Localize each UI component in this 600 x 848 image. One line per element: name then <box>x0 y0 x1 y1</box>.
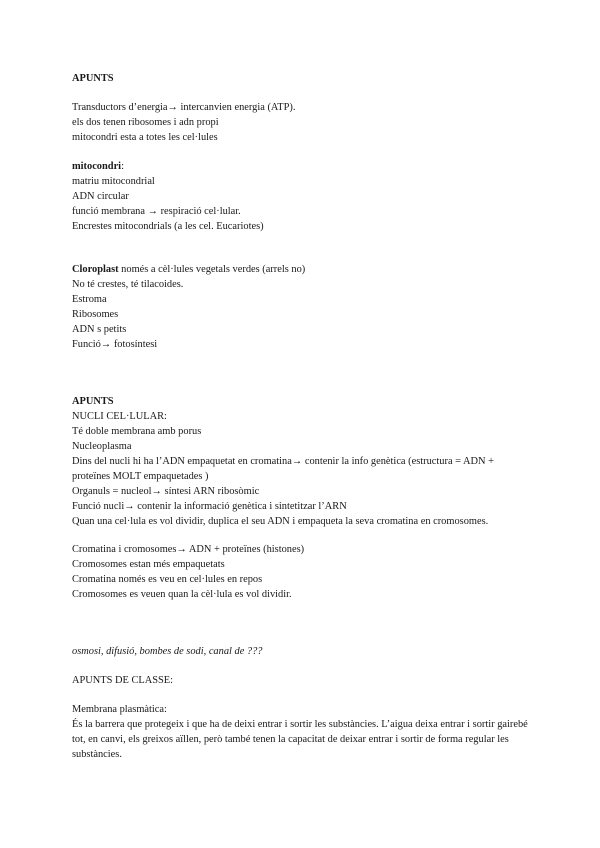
text-line: Ribosomes <box>72 309 119 320</box>
text-line: Encrestes mitocondrials (a les cel. Eucariotes) <box>72 221 264 232</box>
text-line: Cromosomes es veuen quan la cèl·lula es vol dividir. <box>72 589 292 600</box>
cloroplast-title: Cloroplast <box>72 264 119 275</box>
mitocondri-title: mitocondri <box>72 161 122 172</box>
mitocondri-title-line <box>72 160 532 174</box>
text-line: Funció nucli→ contenir la informació genètica i sintetitzar l’ARN <box>72 501 347 512</box>
heading-apunts-1: APUNTS <box>72 73 114 84</box>
cloroplast-rest: només a cèl·lules vegetals verdes (arrels no) <box>118 264 306 275</box>
heading-apunts-de-classe: APUNTS DE CLASSE: <box>72 675 174 686</box>
text-line: ADN circular <box>72 191 129 202</box>
text-line: funció membrana → respiració cel·lular. <box>72 206 241 217</box>
mitocondri-colon: : <box>121 161 124 172</box>
heading-apunts-2: APUNTS <box>72 396 114 407</box>
text-line: Cromatina i cromosomes→ ADN + proteïnes (histones) <box>72 544 305 555</box>
text-line: Membrana plasmàtica: <box>72 704 167 715</box>
text-line: Transductors d’energia→ intercanvien energia (ATP). <box>72 102 296 113</box>
text-line: els dos tenen ribosomes i adn propi <box>72 117 219 128</box>
membrana-paragraph: És la barrera que protegeix i que ha de deixi entrar i sortir les substàncies. L’aigua deixa entrar i sortir gairebé tot, en canvi, els greixos aïllen, però també tenen la capacitat de deixar entrar i sortir de forma regular les substàncies. <box>72 719 528 760</box>
text-line: Té doble membrana amb porus <box>72 426 202 437</box>
text-line: Cromatina només es veu en cel·lules en repos <box>72 574 263 585</box>
text-line: No té crestes, té tilacoides. <box>72 279 184 290</box>
text-paragraph: Dins del nucli hi ha l’ADN empaquetat en cromatina→ contenir la info genètica (estructura = ADN + proteïnes MOLT empaquetades ) <box>72 456 495 482</box>
text-line: Estroma <box>72 294 107 305</box>
osmosi-note: osmosi, difusió, bombes de sodi, canal de ??? <box>72 646 263 657</box>
text-line: ADN s petits <box>72 324 127 335</box>
text-line: Quan una cel·lula es vol dividir, duplica el seu ADN i empaqueta la seva cromatina en cromosomes. <box>72 516 489 527</box>
text-line: matriu mitocondrial <box>72 176 155 187</box>
text-line: Nucleoplasma <box>72 441 132 452</box>
text-line: Cromosomes estan més empaquetats <box>72 559 225 570</box>
text-line: NUCLI CEL·LULAR: <box>72 411 167 422</box>
cloroplast-title-line <box>72 263 532 277</box>
text-line: Organuls = nucleol→ síntesi ARN ribosòmic <box>72 486 260 497</box>
text-line: Funció→ fotosíntesi <box>72 339 158 350</box>
text-line: mitocondri esta a totes les cel·lules <box>72 132 218 143</box>
